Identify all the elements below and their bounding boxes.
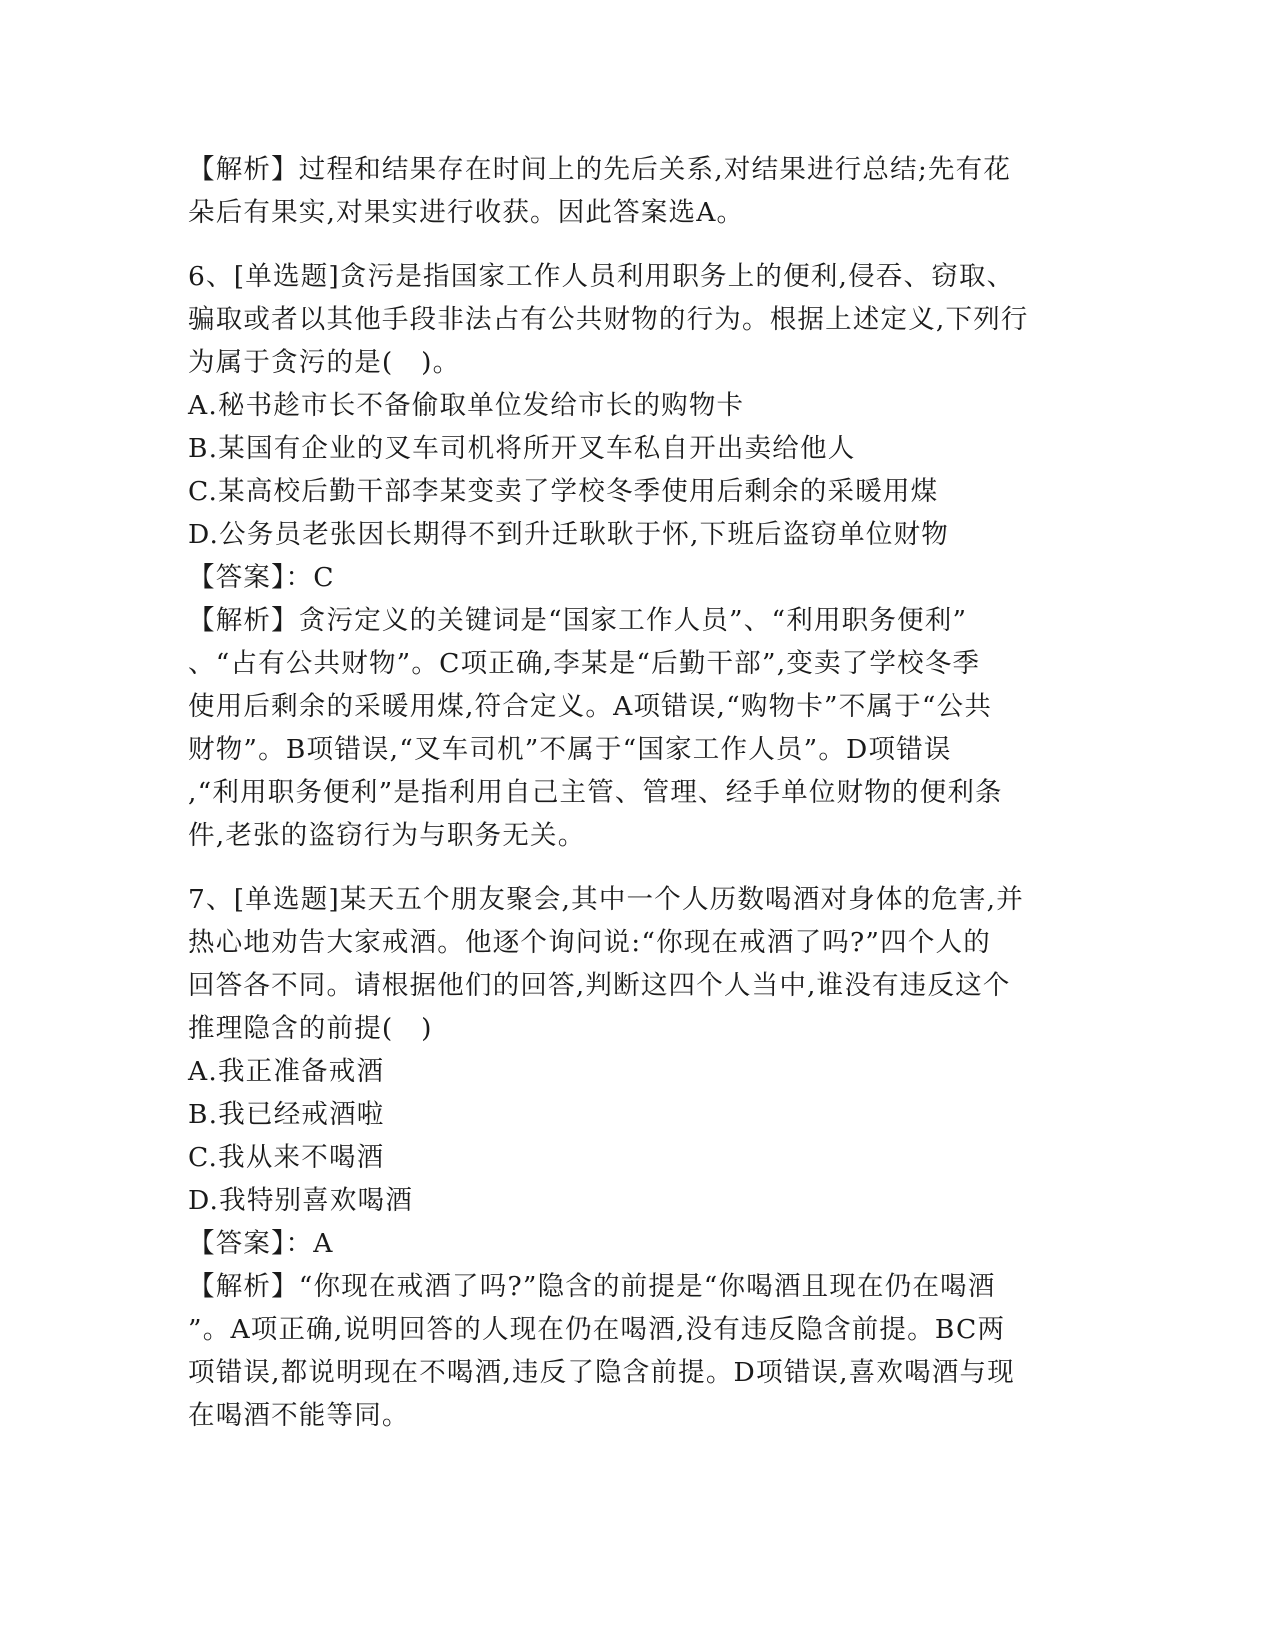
analysis-line: 朵后有果实,对果实进行收获。因此答案选A。 [188,197,745,228]
question-stem-line: 热心地劝告大家戒酒。他逐个询问说:“你现在戒酒了吗?”四个人的 [188,927,991,958]
analysis-block-q5 [188,148,1088,234]
answer-line: 【答案】：C [188,562,335,593]
option-d: D.我特别喜欢喝酒 [188,1185,414,1216]
analysis-line: 在喝酒不能等同。 [188,1400,410,1431]
question-stem-line: 6、[单选题]贪污是指国家工作人员利用职务上的便利,侵吞、窃取、 [188,261,1015,292]
question-stem-line: 骗取或者以其他手段非法占有公共财物的行为。根据上述定义,下列行 [188,304,1029,335]
option-b: B.某国有企业的叉车司机将所开叉车私自开出卖给他人 [188,433,856,464]
analysis-line: 【解析】过程和结果存在时间上的先后关系,对结果进行总结;先有花 [188,154,1012,185]
option-b: B.我已经戒酒啦 [188,1099,385,1130]
option-d: D.公务员老张因长期得不到升迁耿耿于怀,下班后盗窃单位财物 [188,519,949,550]
analysis-line: 【解析】“你现在戒酒了吗?”隐含的前提是“你喝酒且现在仍在喝酒 [188,1271,996,1302]
option-c: C.我从来不喝酒 [188,1142,385,1173]
option-c: C.某高校后勤干部李某变卖了学校冬季使用后剩余的采暖用煤 [188,476,939,507]
analysis-line: 【解析】贪污定义的关键词是“国家工作人员”、“利用职务便利” [188,605,968,636]
option-a: A.秘书趁市长不备偷取单位发给市长的购物卡 [188,390,745,421]
analysis-line: ”。A项正确,说明回答的人现在仍在喝酒,没有违反隐含前提。BC两 [188,1314,1006,1345]
answer-line: 【答案】：A [188,1228,334,1259]
question-stem-line: 推理隐含的前提( ) [188,1013,433,1044]
analysis-line: 财物”。B项错误,“叉车司机”不属于“国家工作人员”。D项错误 [188,734,952,765]
question-stem-line: 为属于贪污的是( )。 [188,347,461,378]
question-7 [188,878,1088,1437]
question-stem-line: 7、[单选题]某天五个朋友聚会,其中一个人历数喝酒对身体的危害,并 [188,884,1024,915]
document-page [188,148,1088,1437]
analysis-line: 项错误,都说明现在不喝酒,违反了隐含前提。D项错误,喜欢喝酒与现 [188,1357,1015,1388]
analysis-line: 、“占有公共财物”。C项正确,李某是“后勤干部”,变卖了学校冬季 [188,648,981,679]
question-6 [188,255,1088,857]
question-stem-line: 回答各不同。请根据他们的回答,判断这四个人当中,谁没有违反这个 [188,970,1011,1001]
analysis-line: ,“利用职务便利”是指利用自己主管、管理、经手单位财物的便利条 [188,777,1003,808]
analysis-line: 件,老张的盗窃行为与职务无关。 [188,820,586,851]
analysis-line: 使用后剩余的采暖用煤,符合定义。A项错误,“购物卡”不属于“公共 [188,691,993,722]
option-a: A.我正准备戒酒 [188,1056,385,1087]
